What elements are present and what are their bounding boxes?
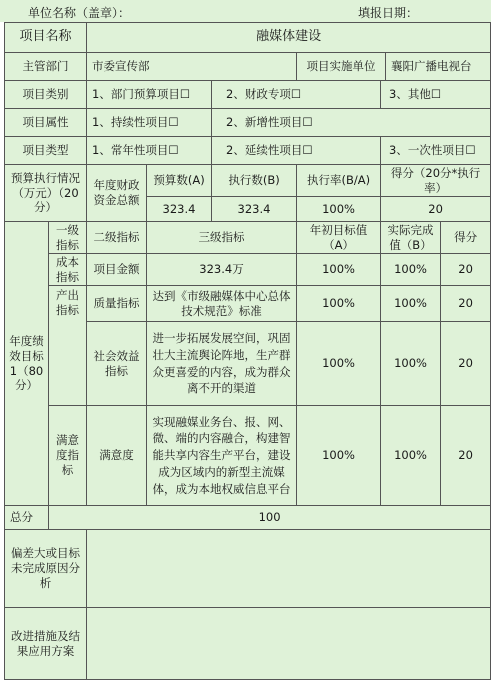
target-value: 100% [297, 322, 381, 406]
level3-social-benefit: 进一步拓展发展空间，巩固壮大主流舆论阵地，生产群众更喜爱的内容，成为群众离不开的渠道 [147, 322, 297, 406]
dept-label: 主管部门 [5, 53, 87, 81]
category-option-3[interactable]: 3、其他☐ [381, 81, 491, 109]
actual-value: 100% [381, 286, 441, 322]
budget-amount-value: 323.4 [147, 197, 212, 222]
form-header [0, 0, 491, 22]
report-date-label: 填报日期： [358, 6, 419, 20]
performance-table [4, 22, 491, 680]
target-value: 100% [297, 254, 381, 286]
budget-amount-header: 预算数(A) [147, 165, 212, 197]
budget-score-header: 得分（20分*执行率） [381, 165, 491, 197]
impl-unit-value: 襄阳广播电视台 [386, 53, 491, 81]
dept-value: 市委宣传部 [87, 53, 297, 81]
actual-value: 100% [381, 254, 441, 286]
attribute-label: 项目属性 [5, 109, 87, 137]
level3-header: 三级指标 [147, 222, 297, 254]
actual-value-header: 实际完成值（B） [381, 222, 441, 254]
attribute-option-2[interactable]: 2、新增性项目☐ [212, 109, 491, 137]
performance-section-label: 年度绩效目标1（80分） [5, 222, 49, 506]
level3-quality-standard: 达到《市级融媒体中心总体技术规范》标准 [147, 286, 297, 322]
perf-score: 20 [441, 406, 491, 506]
exec-amount-header: 执行数(B) [212, 165, 297, 197]
deviation-analysis-field[interactable] [87, 530, 491, 608]
exec-rate-value: 100% [297, 197, 381, 222]
level1-satisfaction: 满意度指标 [49, 406, 87, 506]
unit-name-label: 单位名称（盖章）： [28, 6, 131, 20]
table-row [5, 286, 491, 322]
category-option-1[interactable]: 1、部门预算项目☐ [87, 81, 212, 109]
level1-output: 产出指标 [49, 286, 87, 406]
impl-unit-label: 项目实施单位 [297, 53, 386, 81]
category-option-2[interactable]: 2、财政专项☐ [212, 81, 381, 109]
target-value: 100% [297, 406, 381, 506]
improvement-plan-label: 改进措施及结果应用方案 [5, 608, 87, 680]
perf-score-header: 得分 [441, 222, 491, 254]
type-option-3[interactable]: 3、一次性项目☐ [381, 137, 491, 165]
attribute-option-1[interactable]: 1、持续性项目☐ [87, 109, 212, 137]
level2-social-benefit: 社会效益指标 [87, 322, 147, 406]
level1-header: 一级指标 [49, 222, 87, 254]
level2-quality: 质量指标 [87, 286, 147, 322]
perf-score: 20 [441, 254, 491, 286]
exec-amount-value: 323.4 [212, 197, 297, 222]
type-option-2[interactable]: 2、延续性项目☐ [212, 137, 381, 165]
budget-section-label: 预算执行情况（万元）（20分） [5, 165, 87, 222]
level3-satisfaction: 实现融媒业务台、报、网、微、端的内容融合，构建智能共享内容生产平台，建设成为区域内的新型主流媒体，成为本地权威信息平台 [147, 406, 297, 506]
type-option-1[interactable]: 1、常年性项目☐ [87, 137, 212, 165]
level2-satisfaction: 满意度 [87, 406, 147, 506]
level3-amount: 323.4万 [147, 254, 297, 286]
deviation-analysis-label: 偏差大或目标未完成原因分析 [5, 530, 87, 608]
total-score-label: 总分 [5, 506, 49, 530]
budget-score-value: 20 [381, 197, 491, 222]
target-value-header: 年初目标值（A） [297, 222, 381, 254]
table-row [5, 406, 491, 506]
category-label: 项目类别 [5, 81, 87, 109]
table-row [5, 254, 491, 286]
perf-score: 20 [441, 286, 491, 322]
annual-fund-label: 年度财政资金总额 [87, 165, 147, 222]
actual-value: 100% [381, 322, 441, 406]
target-value: 100% [297, 286, 381, 322]
improvement-plan-field[interactable] [87, 608, 491, 680]
project-name-value: 融媒体建设 [87, 23, 491, 53]
level2-project-amount: 项目金额 [87, 254, 147, 286]
total-score-value: 100 [49, 506, 491, 530]
level2-header: 二级指标 [87, 222, 147, 254]
exec-rate-header: 执行率(B/A) [297, 165, 381, 197]
level1-cost: 成本指标 [49, 254, 87, 286]
actual-value: 100% [381, 406, 441, 506]
perf-score: 20 [441, 322, 491, 406]
project-name-label: 项目名称 [5, 23, 87, 53]
type-label: 项目类型 [5, 137, 87, 165]
